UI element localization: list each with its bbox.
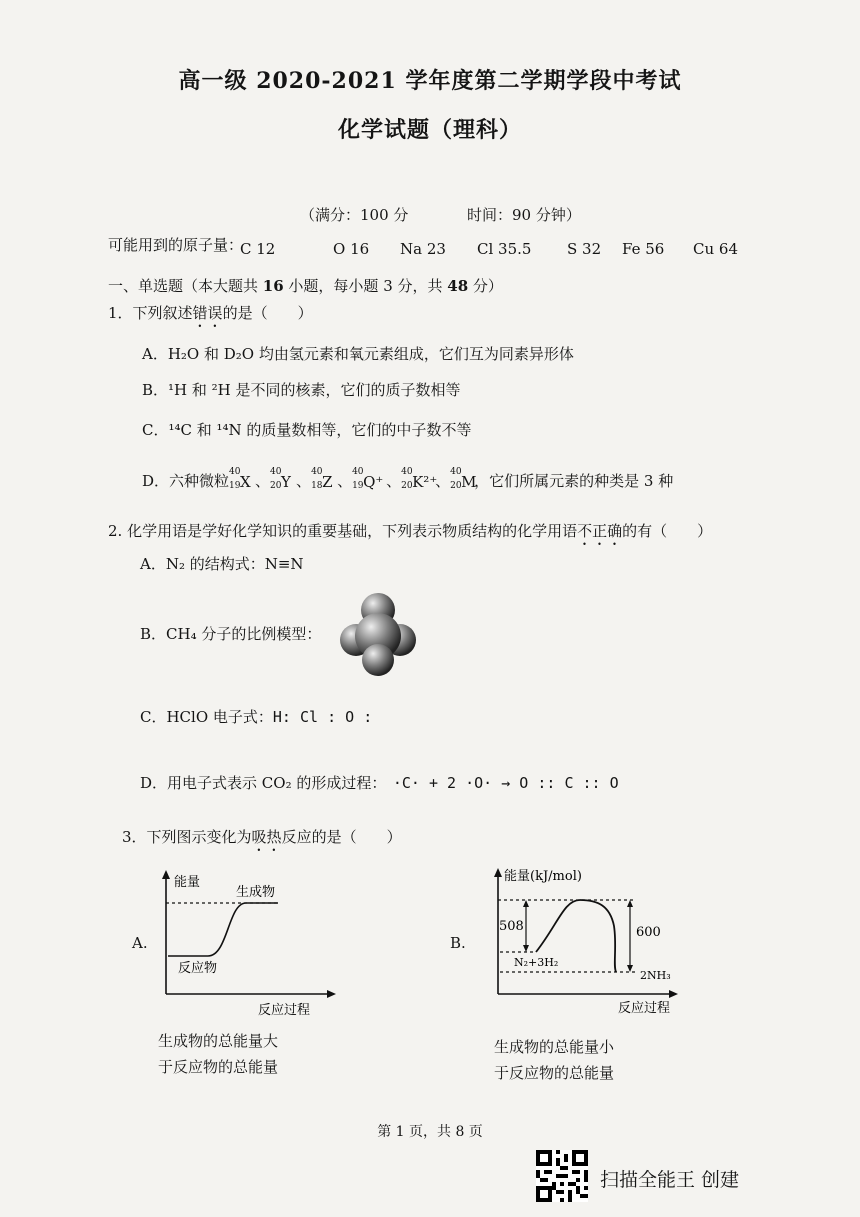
chart-b-y-axis-label: 能量(kJ/mol)	[504, 869, 582, 884]
separator: 、	[386, 472, 402, 490]
chart-b-caption-line-2: 于反应物的总能量	[494, 1064, 615, 1082]
atomic-mass-na: Na 23	[400, 240, 446, 258]
element-symbol: Q⁺	[363, 473, 384, 491]
exam-title: 高一级 2020-2021 学年度第二学期学段中考试	[178, 68, 682, 94]
q1-option-c: C．¹⁴C 和 ¹⁴N 的质量数相等，它们的中子数不等	[142, 421, 472, 439]
q2-option-b: B．CH₄ 分子的比例模型：	[140, 625, 322, 643]
co2-formation-formula: ·C· + 2 ·O· → O :: C :: O	[392, 774, 619, 792]
mass-number: 40	[450, 467, 462, 477]
q1-option-d-post: ，它们所属元素的种类是 3 种	[474, 472, 674, 490]
q3-chart-b-label: B.	[450, 934, 466, 952]
ch4-space-filling-model	[340, 590, 416, 680]
chart-a-product-label: 生成物	[236, 885, 276, 900]
chart-b-reactant-label: N₂+3H₂	[514, 956, 559, 969]
atomic-mass-s: S 32	[567, 240, 602, 258]
section-heading	[108, 275, 503, 296]
element-symbol: Y	[281, 473, 291, 491]
q3-stem-emphasis: 吸热	[251, 828, 282, 846]
element-symbol: X	[240, 473, 251, 491]
question-1-stem	[108, 302, 313, 331]
atomic-mass-label: 可能用到的原子量：	[108, 236, 244, 254]
chart-b-caption-line-1: 生成物的总能量小	[494, 1038, 615, 1056]
element-symbol: K²⁺	[412, 473, 438, 491]
atomic-mass-o: O 16	[333, 240, 370, 258]
separator: 、	[255, 472, 271, 490]
atomic-number: 20	[401, 481, 413, 491]
isotope-particle	[270, 467, 294, 491]
chart-b-activation-energy: 508	[499, 919, 524, 934]
q2-stem-emphasis: 不正确	[577, 522, 623, 540]
element-symbol: M	[461, 473, 477, 491]
section-total-score: 48	[447, 277, 469, 295]
q2-stem-pre: 2. 化学用语是学好化学知识的重要基础，下列表示物质结构的化学用语	[108, 522, 578, 540]
question-2-stem	[108, 520, 712, 549]
atomic-number: 18	[311, 481, 323, 491]
separator: 、	[337, 472, 353, 490]
q2-stem-post: 的有（ ）	[622, 522, 713, 540]
exam-time: 时间：90 分钟）	[467, 206, 581, 224]
q2-option-c	[140, 706, 372, 727]
section-heading-mid: 小题，每小题 3 分，共	[283, 277, 448, 295]
mass-number: 40	[270, 467, 282, 477]
chart-b-x-axis-label: 反应过程	[618, 1001, 671, 1016]
atomic-mass-cl: Cl 35.5	[477, 240, 532, 258]
separator: 、	[435, 472, 451, 490]
atomic-number: 20	[270, 481, 282, 491]
q2-option-c-label: C．HClO 电子式：	[140, 708, 273, 726]
atomic-mass-cu: Cu 64	[693, 240, 738, 258]
q3-stem-pre: 3．下列图示变化为	[122, 828, 252, 846]
question-3-stem	[122, 826, 402, 855]
isotope-particle	[311, 467, 335, 491]
chart-a-reactant-label: 反应物	[178, 961, 218, 976]
isotope-particle	[401, 467, 438, 491]
q1-stem-pre: 1．下列叙述	[108, 304, 193, 322]
chart-a-x-axis-label: 反应过程	[258, 1003, 311, 1018]
section-heading-pre: 一、单选题（本大题共	[108, 277, 263, 295]
section-question-count: 16	[262, 277, 284, 295]
mass-number: 40	[311, 467, 323, 477]
q3-chart-a-label: A.	[132, 934, 148, 952]
q2-option-a: A．N₂ 的结构式：N≡N	[140, 555, 304, 573]
q3-chart-b-diagram	[488, 866, 688, 1018]
isotope-particle	[229, 467, 253, 491]
q3-stem-post: 反应的是（ ）	[281, 828, 402, 846]
exam-subtitle: 化学试题（理科）	[337, 117, 522, 143]
full-score: （满分：100 分	[300, 206, 409, 224]
chart-a-y-axis-label: 能量	[174, 875, 201, 890]
separator: 、	[296, 472, 312, 490]
page-number: 第 1 页，共 8 页	[377, 1124, 483, 1140]
q1-stem-post: 的是（ ）	[222, 304, 313, 322]
chart-a-caption-line-2: 于反应物的总能量	[158, 1058, 279, 1076]
hclo-electron-formula: H: Cl : O :	[272, 708, 373, 726]
scanner-watermark: 扫描全能王 创建	[600, 1169, 740, 1191]
atomic-mass-c: C 12	[240, 240, 276, 258]
chart-b-product-label: 2NH₃	[640, 969, 671, 982]
q2-option-d	[140, 772, 619, 793]
chart-a-caption-line-1: 生成物的总能量大	[158, 1032, 279, 1050]
q1-option-d-pre: D．六种微粒	[142, 472, 230, 490]
q1-stem-emphasis: 错误	[192, 304, 223, 322]
mass-number: 40	[401, 467, 413, 477]
isotope-particle	[352, 467, 384, 491]
q3-chart-a-diagram	[150, 868, 340, 1018]
q2-option-d-label: D．用电子式表示 CO₂ 的形成过程：	[140, 774, 379, 792]
atomic-mass-fe: Fe 56	[622, 240, 665, 258]
atomic-number: 20	[450, 481, 462, 491]
mass-number: 40	[229, 467, 241, 477]
q1-particle-list	[229, 467, 477, 491]
atomic-number: 19	[229, 481, 241, 491]
section-heading-post: 分）	[468, 277, 503, 295]
element-symbol: Z	[322, 473, 333, 491]
q1-option-d	[142, 467, 674, 491]
q1-option-b: B．¹H 和 ²H 是不同的核素，它们的质子数相等	[142, 381, 461, 399]
chart-b-reverse-energy: 600	[636, 925, 661, 940]
q1-option-a: A．H₂O 和 D₂O 均由氢元素和氧元素组成，它们互为同素异形体	[142, 345, 574, 363]
qr-code-icon	[536, 1150, 588, 1202]
isotope-particle	[450, 467, 477, 491]
mass-number: 40	[352, 467, 364, 477]
atomic-number: 19	[352, 481, 364, 491]
